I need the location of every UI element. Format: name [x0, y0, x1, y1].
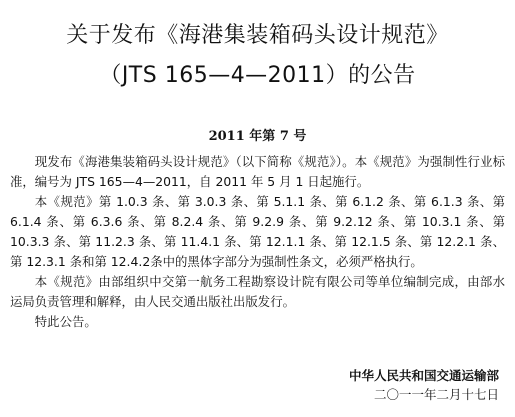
paragraph-compilation: 本《规范》由部组织中交第一航务工程勘察设计院有限公司等单位编制完成，由部水运局负责管理和解释，由人民交通出版社出版发行。 [10, 274, 505, 309]
issuing-organization: 中华人民共和国交通运输部 [348, 368, 499, 383]
issue-date: 二〇一一年二月十七日 [373, 387, 499, 402]
paragraph-closing: 特此公告。 [34, 314, 97, 329]
signature-block [349, 367, 499, 405]
announcement-body [10, 152, 505, 332]
paragraph-mandatory-clauses: 本《规范》第 1.0.3 条、第 3.0.3 条、第 5.1.1 条、第 6.1.2 条、第 6.1.3 条、第 6.1.4 条、第 6.3.6 条、第 8.2.4 条、第 9.2.9 条、第 9.2.12 条、第 10.3.1 条、第 10.3.3 条、第 11.2.3 条、第 11.4.1 条、第 12.1.1 条、第 12.1.5 条、第 12.2.1 条、第 12.3.1 条和第 12.4.2条中的黑体字部分为强制性条文，必须严格执行。 [10, 194, 505, 269]
paragraph-publication: 现发布《海港集装箱码头设计规范》（以下简称《规范》）。本《规范》为强制性行业标准，编号为 JTS 165—4—2011，自 2011 年 5 月 1 日起施行。 [10, 154, 505, 189]
title-line-2: （JTS 165—4—2011）的公告 [99, 63, 416, 88]
title-line-1: 关于发布《海港集装箱码头设计规范》 [66, 23, 449, 48]
issue-number: 2011 年第 7 号 [208, 129, 307, 144]
